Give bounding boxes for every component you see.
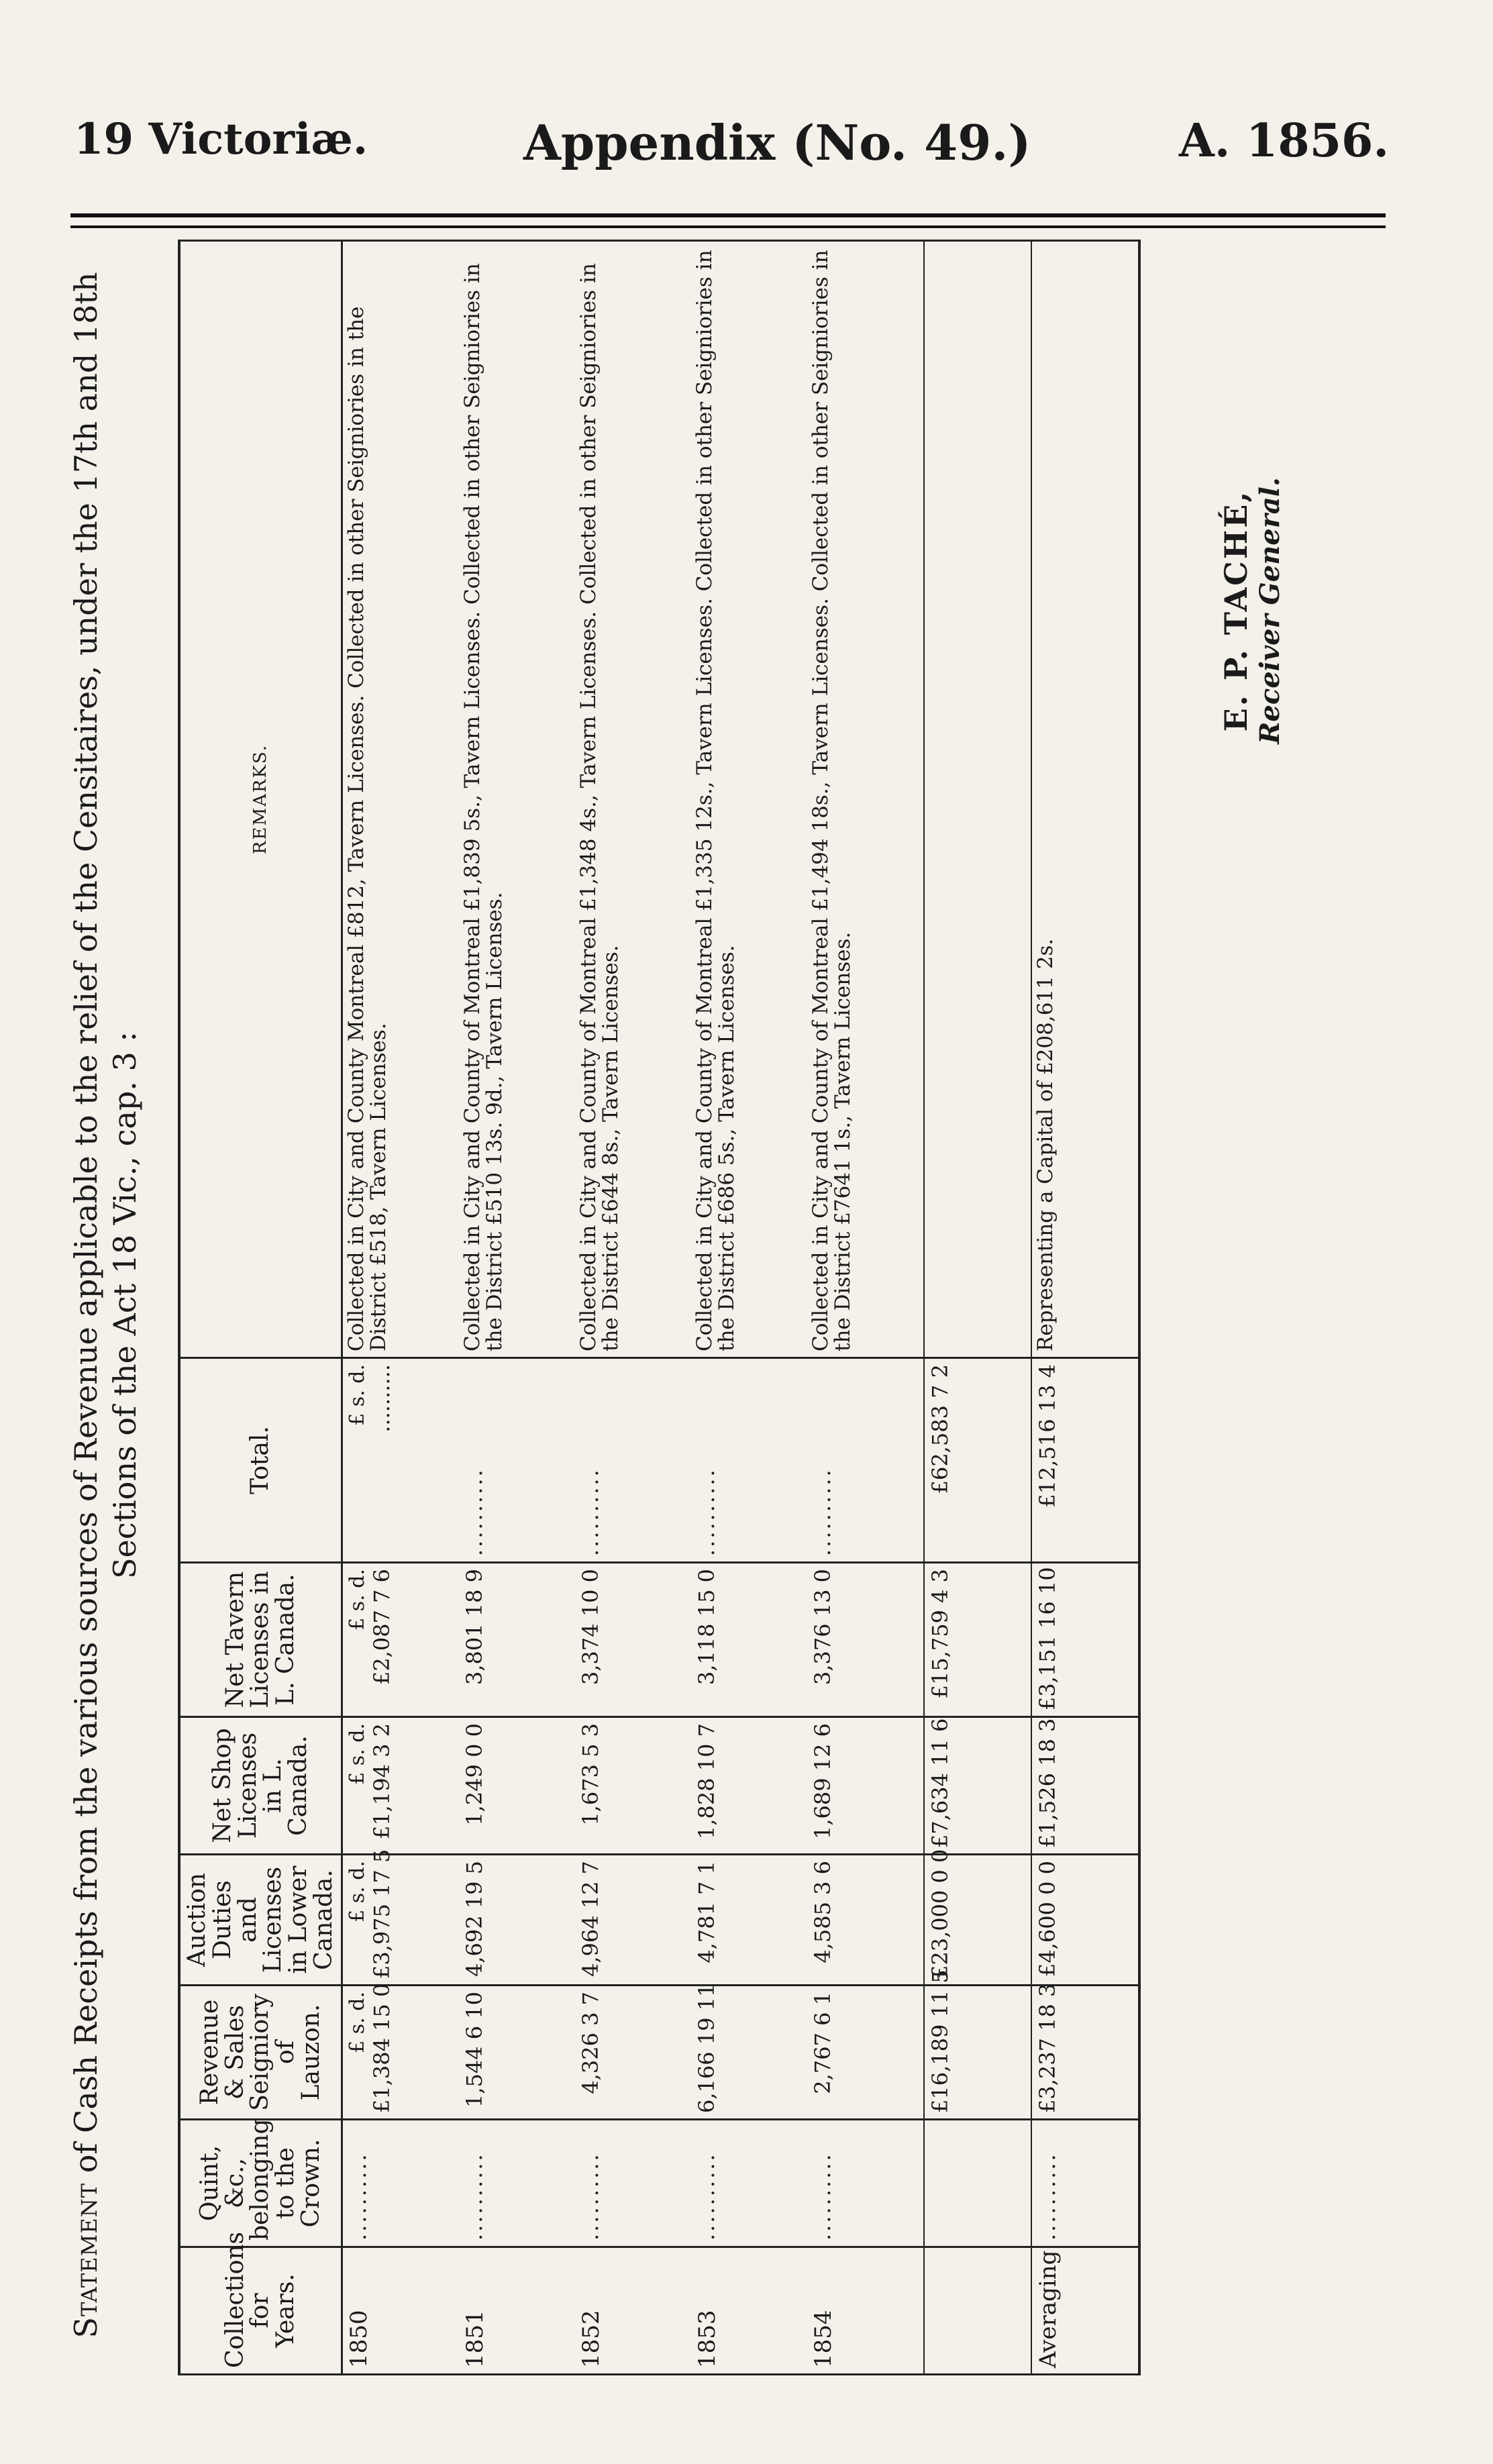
auction-cell: 4,781 7 1 <box>691 1855 807 1986</box>
total-cell: .......... <box>459 1358 575 1563</box>
col-quint-header: Quint, &c., belonging to the Crown. <box>179 2120 342 2247</box>
total-cell: .......... <box>575 1358 691 1563</box>
average-auction-cell: £4,600 0 0 <box>1031 1855 1139 1986</box>
lauzon-cell: 4,326 3 7 <box>575 1986 691 2120</box>
average-quint-cell: .......... <box>1031 2120 1139 2247</box>
tavern-value: £2,087 7 6 <box>368 1569 395 1686</box>
header-session: 19 Victoriæ. <box>74 114 368 164</box>
year-cell: 1852 <box>575 2247 691 2375</box>
remarks-cell: Collected in City and County of Montreal £1,335 12s., Tavern Licenses. Collected in other Seigniories in the District £686 5s., Tavern Licenses. <box>691 241 807 1358</box>
average-label-cell: Averaging <box>1031 2247 1139 2375</box>
average-lauzon-cell: £3,237 18 3 <box>1031 1986 1139 2120</box>
sum-remarks-cell <box>924 241 1031 1358</box>
currency-units: £ s. d. <box>345 1569 369 1631</box>
receipts-table <box>178 240 1141 2375</box>
table-row <box>575 241 691 2375</box>
caption-lead: Statement <box>68 2182 104 2339</box>
total-cell: .......... <box>691 1358 807 1563</box>
header-appendix: Appendix (No. 49.) <box>523 114 1031 171</box>
quint-cell: .......... <box>691 2120 807 2247</box>
col-auction-header: Auction Duties and Licenses in Lower Canada. <box>179 1855 342 1986</box>
lauzon-value: £1,384 15 0 <box>368 1983 395 2113</box>
signatory-title: Receiver General. <box>1254 477 1286 744</box>
col-shop-header: Net Shop Licenses in L. Canada. <box>179 1717 342 1855</box>
remarks-cell: Collected in City and County of Montreal £1,348 4s., Tavern Licenses. Collected in other Seigniories in the District £644 8s., Tavern Licenses. <box>575 241 691 1358</box>
total-value: .......... <box>368 1364 395 1433</box>
signature-block <box>1218 242 1286 980</box>
sum-row <box>924 241 1031 2375</box>
sum-tavern-cell: £15,759 4 3 <box>924 1563 1031 1717</box>
year-cell: 1851 <box>459 2247 575 2375</box>
remarks-cell: Collected in City and County of Montreal £1,494 18s., Tavern Licenses. Collected in other Seigniories in the District £7641 1s., Tavern Licenses. <box>807 241 924 1358</box>
remarks-cell: Collected in City and County of Montreal £1,839 5s., Tavern Licenses. Collected in other Seigniories in the District £510 13s. 9d., Tavern Licenses. <box>459 241 575 1358</box>
sum-quint-cell <box>924 2120 1031 2247</box>
header-year: A. 1856. <box>1178 114 1389 168</box>
lauzon-cell <box>342 1983 459 2120</box>
sum-total-cell: £62,583 7 2 <box>924 1358 1031 1563</box>
currency-units: £ s. d. <box>345 1723 369 1785</box>
average-row <box>1031 241 1139 2375</box>
quint-cell: .......... <box>575 2120 691 2247</box>
quint-cell: .......... <box>807 2120 924 2247</box>
tavern-cell: 3,118 15 0 <box>691 1563 807 1717</box>
sum-shop-cell: £7,634 11 6 <box>924 1717 1031 1855</box>
auction-cell: 4,964 12 7 <box>575 1855 691 1986</box>
table-row <box>691 241 807 2375</box>
auction-value: £3,975 17 5 <box>368 1849 395 1979</box>
shop-value: £1,194 3 2 <box>368 1723 395 1840</box>
average-remarks-cell: Representing a Capital of £208,611 2s. <box>1031 241 1139 1358</box>
currency-units: £ s. d. <box>345 1992 369 2053</box>
col-remarks-header: REMARKS. <box>179 241 342 1358</box>
year-cell: 1854 <box>807 2247 924 2375</box>
signatory-name: E. P. TACHÉ, <box>1218 489 1254 732</box>
lauzon-cell: 2,767 6 1 <box>807 1986 924 2120</box>
shop-cell <box>342 1717 459 1855</box>
shop-cell: 1,828 10 7 <box>691 1717 807 1855</box>
table-row <box>459 241 575 2375</box>
shop-cell: 1,689 12 6 <box>807 1717 924 1855</box>
sum-year-cell <box>924 2247 1031 2375</box>
tavern-cell: 3,801 18 9 <box>459 1563 575 1717</box>
caption-text: of Cash Receipts from the various sources of Revenue applicable to the relief of the Censitaires, under the 17th and 18th Sections of the Act 18 Vic., cap. 3 : <box>68 272 143 2173</box>
average-shop-cell: £1,526 18 3 <box>1031 1717 1139 1855</box>
auction-cell: 4,692 19 5 <box>459 1855 575 1986</box>
tavern-cell <box>342 1563 459 1717</box>
average-total-cell: £12,516 13 4 <box>1031 1358 1139 1563</box>
table-row <box>807 241 924 2375</box>
quint-cell: .......... <box>342 2120 459 2247</box>
col-years-header: Collections for Years. <box>179 2247 342 2375</box>
col-total-header: Total. <box>179 1358 342 1563</box>
shop-cell: 1,249 0 0 <box>459 1717 575 1855</box>
tavern-cell: 3,376 13 0 <box>807 1563 924 1717</box>
currency-units: £ s. d. <box>345 1364 369 1426</box>
statement-caption <box>67 248 144 2362</box>
year-cell: 1850 <box>342 2247 459 2375</box>
quint-cell: .......... <box>459 2120 575 2247</box>
col-tavern-header: Net Tavern Licenses in L. Canada. <box>179 1563 342 1717</box>
sum-lauzon-cell: £16,189 11 5 <box>924 1986 1031 2120</box>
lauzon-cell: 6,166 19 11 <box>691 1986 807 2120</box>
remarks-cell: Collected in City and County Montreal £812, Tavern Licenses. Collected in other Seigniories in the District £518, Tavern Licenses. <box>342 241 459 1358</box>
currency-units: £ s. d. <box>345 1861 369 1922</box>
tavern-cell: 3,374 10 0 <box>575 1563 691 1717</box>
sum-auction-cell: £23,000 0 0 <box>924 1855 1031 1986</box>
table-row <box>342 241 459 2375</box>
auction-cell <box>342 1849 459 1986</box>
total-cell <box>342 1358 459 1563</box>
rotated-statement <box>47 201 1362 2375</box>
lauzon-cell: 1,544 6 10 <box>459 1986 575 2120</box>
average-tavern-cell: £3,151 16 10 <box>1031 1563 1139 1717</box>
shop-cell: 1,673 5 3 <box>575 1717 691 1855</box>
total-cell: .......... <box>807 1358 924 1563</box>
auction-cell: 4,585 3 6 <box>807 1855 924 1986</box>
col-lauzon-header: Revenue & Sales Seigniory of Lauzon. <box>179 1986 342 2120</box>
year-cell: 1853 <box>691 2247 807 2375</box>
